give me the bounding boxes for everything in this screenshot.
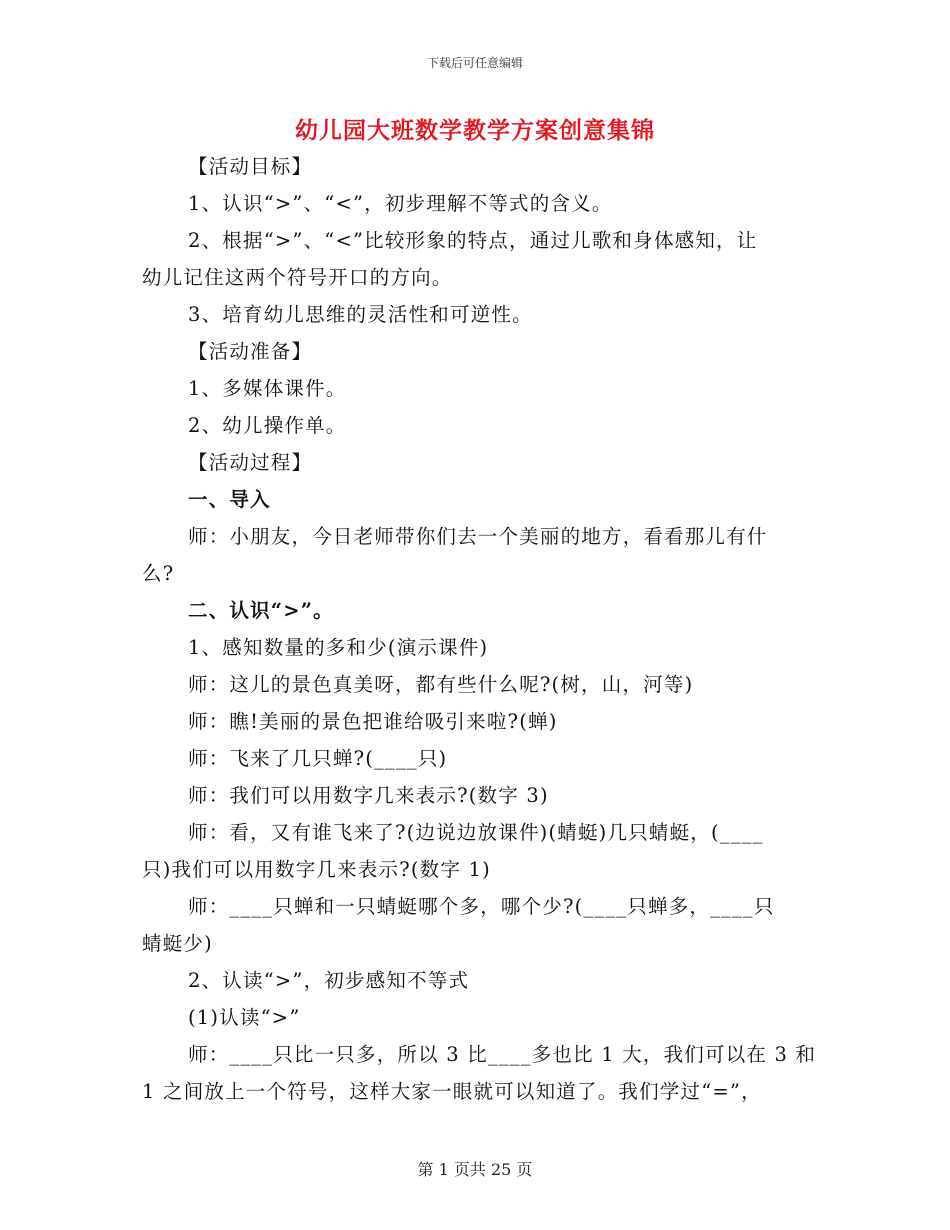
header-note: 下载后可任意编辑	[426, 56, 523, 70]
body-line: (1)认读“>”	[188, 1006, 301, 1029]
document-body	[142, 148, 817, 1110]
page-footer: 第 1 页共 25 页	[417, 1160, 533, 1179]
body-line: 【活动目标】	[188, 155, 313, 178]
body-line: 只)我们可以用数字几来表示?(数字 1)	[142, 858, 491, 881]
body-line: 2、幼儿操作单。	[188, 414, 347, 437]
body-line: 【活动准备】	[188, 340, 313, 363]
body-line: 师：____只比一只多，所以 3 比____多也比 1 大，我们可以在 3 和	[188, 1043, 817, 1066]
body-line: 【活动过程】	[188, 451, 313, 474]
document-title: 幼儿园大班数学教学方案创意集锦	[295, 117, 655, 144]
body-line: 师：小朋友，今日老师带你们去一个美丽的地方，看看那儿有什	[188, 525, 768, 548]
body-line: 么?	[142, 562, 175, 585]
body-line: 2、认读“>”，初步感知不等式	[188, 969, 470, 992]
body-line: 师：我们可以用数字几来表示?(数字 3)	[188, 784, 549, 807]
body-line: 1、多媒体课件。	[188, 377, 347, 400]
body-line: 二、认识“>”。	[188, 599, 334, 622]
body-line: 师：这儿的景色真美呀，都有些什么呢?(树，山，河等)	[188, 673, 694, 696]
body-line: 一、导入	[188, 488, 271, 511]
body-line: 幼儿记住这两个符号开口的方向。	[142, 266, 453, 289]
body-line: 师：____只蝉和一只蜻蜓哪个多，哪个少?(____只蝉多，____只	[188, 895, 775, 918]
body-line: 师：看，又有谁飞来了?(边说边放课件)(蜻蜓)几只蜻蜓，(____	[188, 821, 764, 844]
body-line: 师：瞧!美丽的景色把谁给吸引来啦?(蝉)	[188, 710, 558, 733]
body-line: 1、认识“>”、“<”，初步理解不等式的含义。	[188, 192, 613, 215]
body-line: 蜻蜓少)	[142, 932, 213, 955]
body-line: 3、培育幼儿思维的灵活性和可逆性。	[188, 303, 533, 326]
body-line: 1、感知数量的多和少(演示课件)	[188, 636, 489, 659]
body-line: 1 之间放上一个符号，这样大家一眼就可以知道了。我们学过“=”，	[142, 1080, 762, 1103]
body-line: 师：飞来了几只蝉?(____只)	[188, 747, 448, 770]
body-line: 2、根据“>”、“<”比较形象的特点，通过儿歌和身体感知，让	[188, 229, 758, 252]
